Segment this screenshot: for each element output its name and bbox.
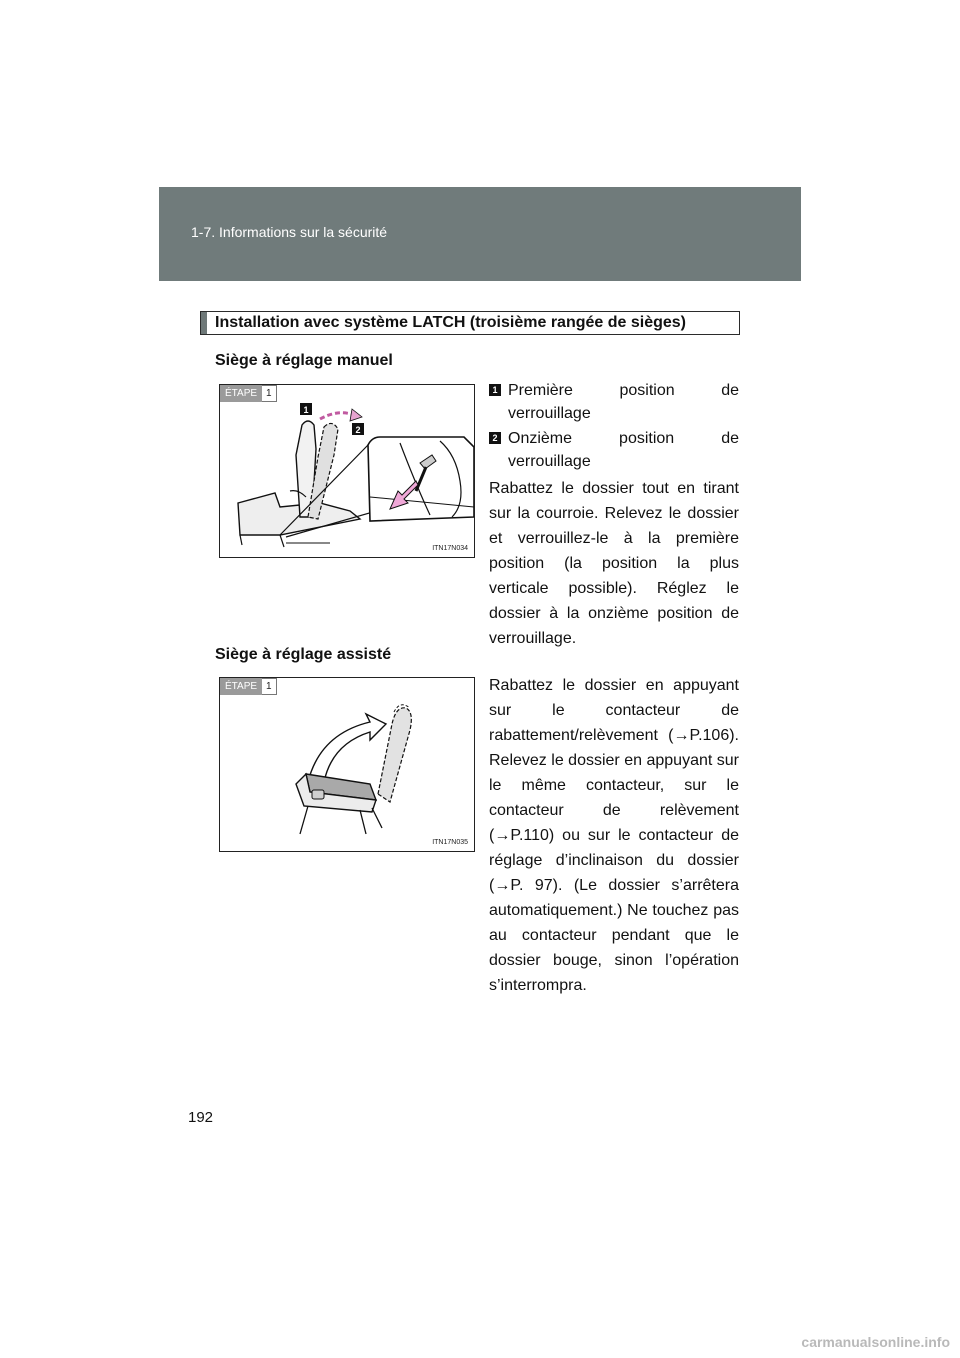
header-band [159, 187, 801, 281]
list-marker-1: 1 [489, 384, 501, 396]
manual-seat-heading: Siège à réglage manuel [215, 352, 393, 369]
section-title: Installation avec système LATCH (troisième rangée de sièges) [215, 314, 686, 331]
section-accent [201, 312, 207, 334]
power-seat-heading: Siège à réglage assisté [215, 646, 392, 663]
section-title-bar [200, 311, 740, 335]
list-marker-2: 2 [489, 432, 501, 444]
watermark: carmanualsonline.info [801, 1334, 950, 1350]
manual-seat-illustration [220, 385, 474, 557]
manual-seat-figure [219, 384, 475, 558]
figure-code: ITN17N034 [432, 545, 468, 552]
step-number: 1 [262, 385, 277, 402]
list-item [489, 379, 739, 425]
header-section-title: 1-7. Informations sur la sécurité [191, 224, 388, 240]
power-seat-figure [219, 677, 475, 852]
manual-seat-paragraph: Rabattez le dossier tout en tirant sur la courroie. Relevez le dossier et verrouillez-le à la première position (la position la plus verticale possible). Réglez le dossier à la onzième position de verrouillage. [489, 480, 739, 647]
power-seat-paragraph: Rabattez le dossier en appuyant sur le contacteur de rabattement/relèvement (→P.106). Relevez le dossier en appuyant sur le même contacteur, sur le contacteur de relèvement (→P.110) ou sur le contacteur de réglage d’inclinaison du dossier (→P. 97). (Le dossier s’arrêtera automatiquement.) Ne touchez pas au contacteur pendant que le dossier bouge, sinon l’opération s’interrompra. [489, 677, 739, 994]
power-seat-illustration [220, 678, 474, 851]
step-label: ÉTAPE [220, 678, 262, 695]
page-number: 192 [188, 1109, 214, 1126]
list-item-text: Première position de verrouillage [508, 382, 739, 422]
list-item [489, 427, 739, 473]
figure-code: ITN17N035 [432, 839, 468, 846]
step-label: ÉTAPE [220, 385, 262, 402]
list-item-text: Onzième position de verrouillage [508, 430, 739, 470]
callout-2-label: 2 [355, 425, 361, 435]
callout-1-label: 1 [303, 405, 309, 415]
step-number: 1 [262, 678, 277, 695]
